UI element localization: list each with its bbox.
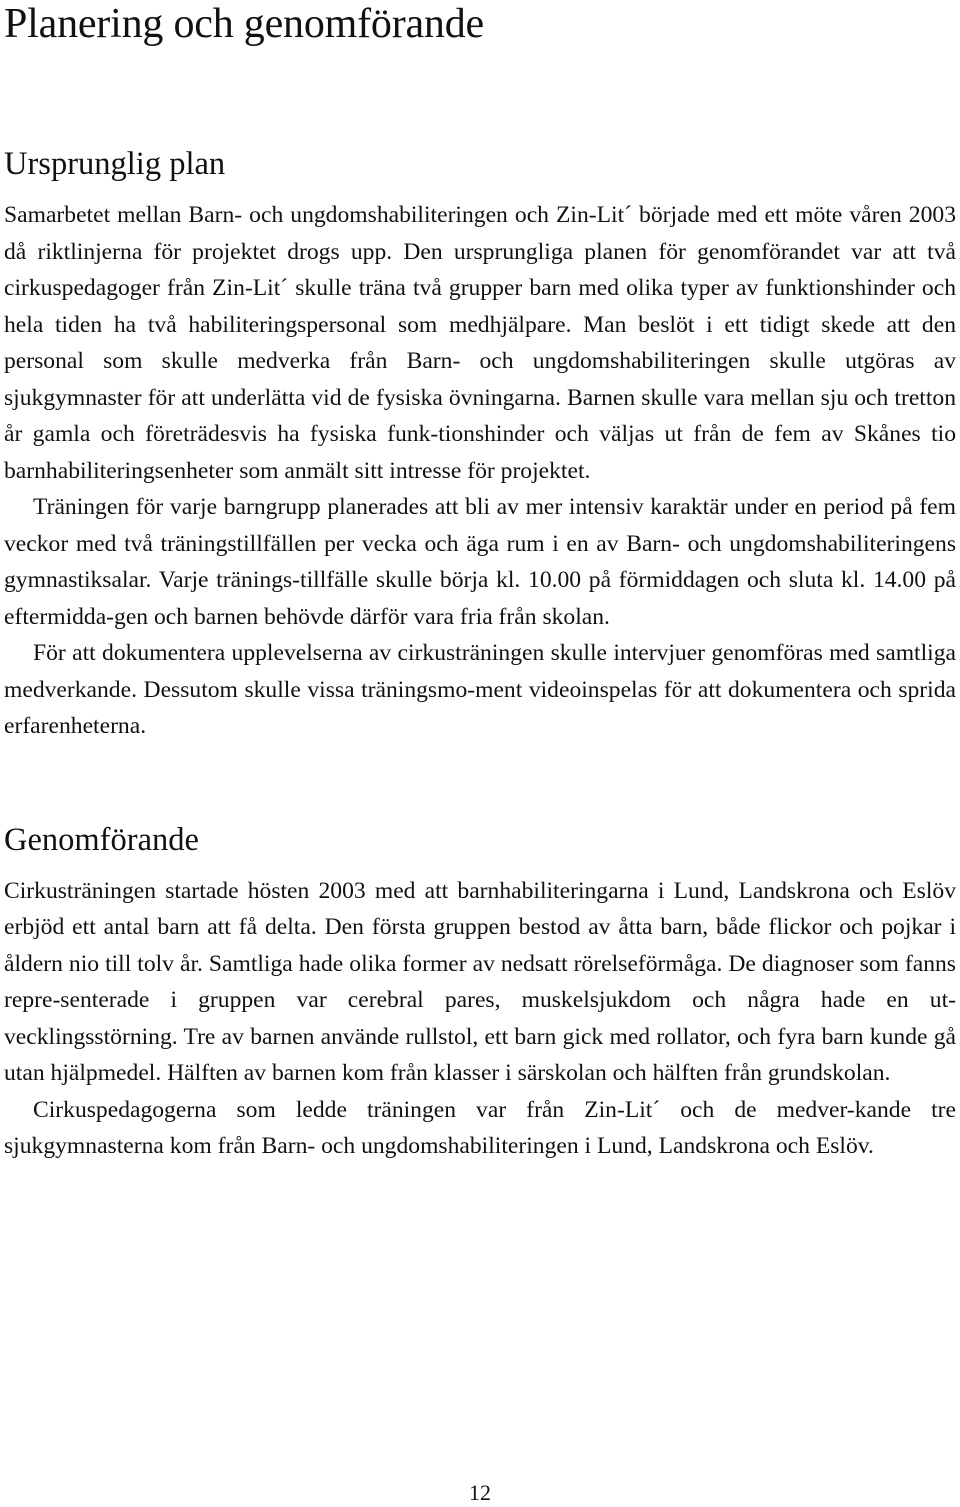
section-heading-ursprunglig-plan: Ursprunglig plan	[4, 146, 226, 182]
section-heading-genomforande: Genomförande	[4, 821, 199, 858]
paragraph: För att dokumentera upplevelserna av cirkusträningen skulle intervjuer genomföras med samtliga medverkande. Dessutom skulle vissa träningsmo-ment videoinspelas för att dokumentera och sprida erfarenheterna.	[4, 640, 956, 739]
paragraph: Cirkusträningen startade hösten 2003 med att barnhabiliteringarna i Lund, Landskrona och Eslöv erbjöd ett antal barn att få delta. Den första gruppen bestod av åtta barn, både flickor och pojkar i åldern nio till tolv år. Samtliga hade olika former av nedsatt rörelseförmåga. De diagnoser som fanns repre-senterade i gruppen var cerebral pares, muskelsjukdom och några hade en ut-vecklingsstörning. Tre av barnen använde rullstol, ett barn gick med rollator, och fyra barn kunde gå utan hjälpmedel. Hälften av barnen kom från klasser i särskolan och hälften från grundskolan.	[4, 877, 956, 1086]
page-number: 12	[469, 1480, 491, 1505]
paragraph: Samarbetet mellan Barn- och ungdomshabiliteringen och Zin-Lit´ började med ett möte våren 2003 då riktlinjerna för projektet drogs upp. Den ursprungliga planen för genomförandet var att två cirkuspedagoger från Zin-Lit´ skulle träna två grupper barn med olika typer av funktionshinder och hela tiden ha två habiliteringspersonal som medhjälpare. Man beslöt i ett tidigt skede att den personal som skulle medverka från Barn- och ungdomshabiliteringen skulle utgöras av sjukgymnaster för att underlätta vid de fysiska övningarna. Barnen skulle vara mellan sju och tretton år gamla och företrädesvis ha fysiska funk-tionshinder och väljas ut från de fem av Skånes tio barnhabiliteringsenheter som anmält sitt intresse för projektet.	[4, 202, 956, 484]
paragraph: Cirkuspedagogerna som ledde träningen var från Zin-Lit´ och de medver-kande tre sjukgymnasterna kom från Barn- och ungdomshabiliteringen i Lund, Landskrona och Eslöv.	[4, 1096, 956, 1159]
document-page	[4, 0, 956, 1165]
page-title: Planering och genomförande	[4, 1, 484, 47]
paragraph: Träningen för varje barngrupp planerades att bli av mer intensiv karaktär under en period på fem veckor med två träningstillfällen per vecka och äga rum i en av Barn- och ungdomshabiliteringens gymnastiksalar. Varje tränings-tillfälle skulle börja kl. 10.00 på förmiddagen och sluta kl. 14.00 på eftermidda-gen och barnen behövde därför vara fria från skolan.	[4, 494, 956, 630]
